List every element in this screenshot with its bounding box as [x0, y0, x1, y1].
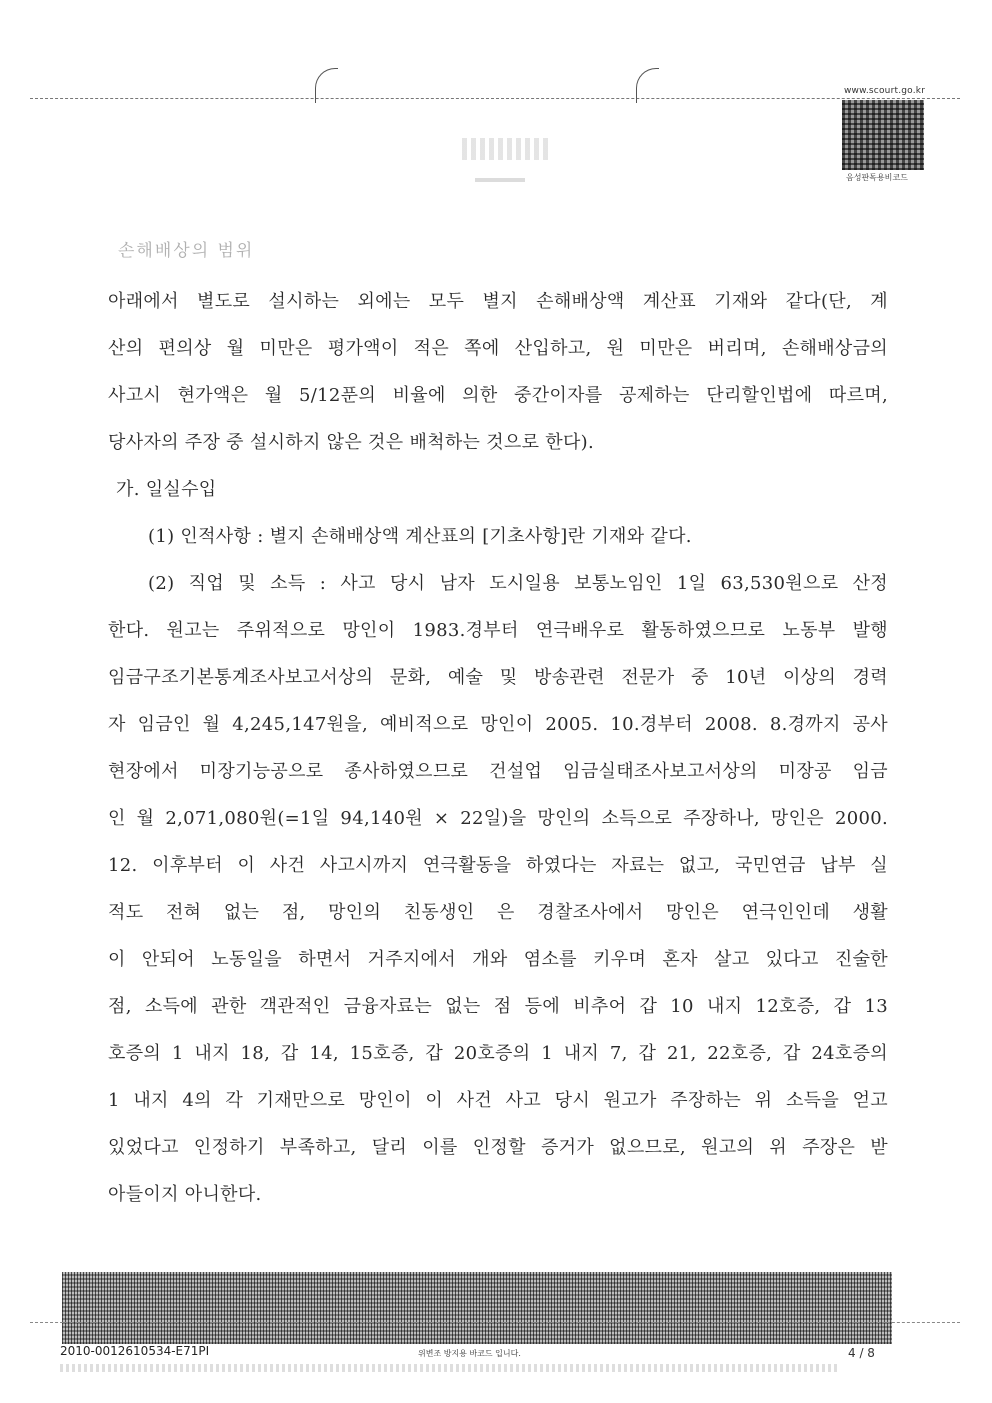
text-line: 이 안되어 노동일을 하면서 거주지에서 개와 염소를 키우며 혼자 살고 있다고 진술한	[108, 949, 888, 970]
text-line: 당사자의 주장 중 설시하지 않은 것은 배척하는 것으로 한다).	[108, 432, 595, 453]
text-line: 적도 전혀 없는 점, 망인의 친동생인 은 경찰조사에서 망인은 연극인인데 생활	[108, 902, 888, 923]
barcode-note: 위변조 방지용 바코드 입니다.	[418, 1349, 521, 1358]
subsection-heading: 가. 일실수입	[116, 479, 217, 500]
page-number: 4 / 8	[848, 1346, 875, 1360]
binding-hook-left	[315, 68, 338, 103]
text-line: 12. 이후부터 이 사건 사고시까지 연극활동을 하였다는 자료는 없고, 국민연금 납부 실	[108, 855, 888, 876]
text-line: 임금구조기본통계조사보고서상의 문화, 예술 및 방송관련 전문가 중 10년 이상의 경력	[108, 667, 888, 688]
text-line: 자 임금인 월 4,245,147원을, 예비적으로 망인이 2005. 10.경부터 2008. 8.경까지 공사	[108, 714, 888, 735]
text-line: 아래에서 별도로 설시하는 외에는 모두 별지 손해배상액 계산표 기재와 같다(단, 계	[108, 291, 888, 312]
section-heading: 손해배상의 범위	[118, 241, 255, 261]
text-line: 호증의 1 내지 18, 갑 14, 15호증, 갑 20호증의 1 내지 7, 갑 21, 22호증, 갑 24호증의	[108, 1043, 888, 1064]
top-scan-rule	[30, 98, 960, 99]
text-line: 산의 편의상 월 미만은 평가액이 적은 쪽에 산입하고, 원 미만은 버리며, 손해배상금의	[108, 338, 888, 359]
anti-forgery-barcode	[62, 1272, 892, 1344]
text-line: 사고시 현가액은 월 5/12푼의 비율에 의한 중간이자를 공제하는 단리할인법에 따르며,	[108, 385, 888, 406]
text-line: 1 내지 4의 각 기재만으로 망인이 이 사건 사고 당시 원고가 주장하는 위 소득을 얻고	[108, 1090, 888, 1111]
text-line: (1) 인적사항 : 별지 손해배상액 계산표의 [기초사항]란 기재와 같다.	[148, 526, 692, 547]
faint-stamp-mark	[475, 178, 525, 182]
bottom-scan-rule	[30, 1322, 960, 1323]
qr-code-icon	[842, 100, 924, 170]
binding-hook-right	[636, 68, 659, 103]
body-text	[108, 278, 888, 1218]
text-line: 한다. 원고는 주위적으로 망인이 1983.경부터 연극배우로 활동하였으므로 노동부 발행	[108, 620, 888, 641]
site-url: www.scourt.go.kr	[844, 86, 926, 96]
qr-caption: 음성판독용비코드	[846, 173, 908, 182]
text-line: 현장에서 미장기능공으로 종사하였으므로 건설업 임금실태조사보고서상의 미장공 임금	[108, 761, 888, 782]
fine-print	[60, 1364, 840, 1372]
text-line: 아들이지 아니한다.	[108, 1184, 262, 1205]
text-line: 인 월 2,071,080원(=1일 94,140원 × 22일)을 망인의 소득으로 주장하나, 망인은 2000.	[108, 808, 888, 829]
text-line: 있었다고 인정하기 부족하고, 달리 이를 인정할 증거가 없으므로, 원고의 위 주장은 받	[108, 1137, 888, 1158]
text-line: (2) 직업 및 소득 : 사고 당시 남자 도시일용 보통노임인 1일 63,530원으로 산정	[148, 573, 888, 594]
faint-stamp	[462, 138, 552, 160]
document-code: 2010-0012610534-E71PI	[60, 1344, 210, 1358]
text-line: 점, 소득에 관한 객관적인 금융자료는 없는 점 등에 비추어 갑 10 내지 12호증, 갑 13	[108, 996, 888, 1017]
